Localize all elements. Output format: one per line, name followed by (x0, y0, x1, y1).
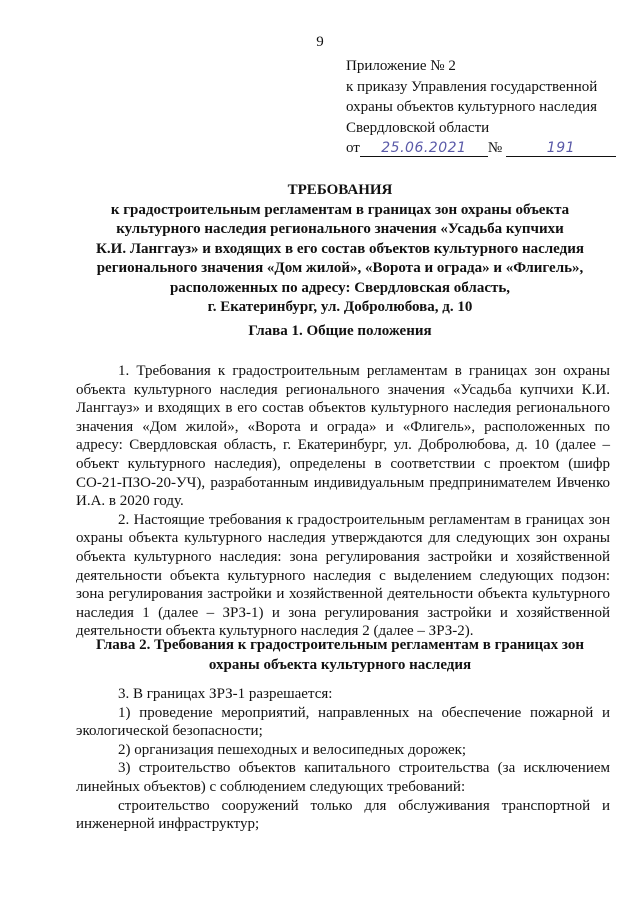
chapter-2-heading-line-1: Глава 2. Требования к градостроительным регламентам в границах зон (95, 637, 585, 653)
title-line-7: г. Екатеринбург, ул. Добролюбова, д. 10 (207, 299, 473, 315)
appendix-line-4: Свердловской области (346, 119, 490, 136)
paragraph-6: 3) строительство объектов капитального строительства (за исключением линейных объектов) с соблюдением следующих требований: (76, 760, 610, 795)
chapter-2-heading-line-2: охраны объекта культурного наследия (208, 656, 472, 673)
paragraph-1: 1. Требования к градостроительным регламентам в границах зон охраны объекта культурного наследия регионального значения «Усадьба купчихи К.И. Ланггауз» и входящих в его состав объектов культурного наследия регионального значения «Дом жилой», «Ворота и ограда» и «Флигель», расположенных по адресу: Свердловская область, г. Екатеринбург, ул. Добролюбова, д. 10 (далее – объект культурного наследия), определены в соответствии с проектом (шифр СО-21-ПЗО-20-УЧ), разработанным индивидуальным предпринимателем Ивченко И.А. в 2020 году. (76, 363, 610, 510)
title-line-1: ТРЕБОВАНИЯ (287, 182, 393, 198)
document-title (60, 181, 620, 318)
paragraph-3: 3. В границах ЗРЗ-1 разрешается: (118, 686, 333, 702)
title-line-4: К.И. Ланггауз» и входящих в его состав объектов культурного наследия (96, 240, 584, 257)
handwritten-date: 25.06.2021 (360, 140, 488, 157)
appendix-line-2: к приказу Управления государственной (346, 78, 598, 95)
appendix-line-1: Приложение № 2 (346, 58, 456, 74)
title-line-3: культурного наследия регионального значения «Усадьба купчихи (116, 221, 564, 237)
title-line-5: регионального значения «Дом жилой», «Ворота и ограда» и «Флигель», (96, 260, 584, 276)
number-prefix: № (487, 140, 503, 156)
title-line-2: к градостроительным регламентам в границах зон охраны объекта (110, 201, 570, 218)
appendix-line-3: охраны объектов культурного наследия (346, 99, 598, 115)
paragraph-4: 1) проведение мероприятий, направленных на обеспечение пожарной и экологической безопасности; (76, 704, 610, 740)
page-number: 9 (316, 34, 324, 50)
paragraph-5: 2) организация пешеходных и велосипедных дорожек; (118, 741, 467, 758)
handwritten-number: 191 (506, 140, 616, 157)
chapter-1-heading: Глава 1. Общие положения (248, 323, 432, 339)
chapter-2-heading (60, 636, 620, 675)
appendix-date-line (346, 138, 636, 159)
chapter-1-body (76, 362, 610, 641)
paragraph-7: строительство сооружений только для обслуживания транспортной и инженерной инфраструктур; (76, 797, 610, 833)
date-prefix: от (346, 140, 360, 156)
title-line-6: расположенных по адресу: Свердловская область, (169, 279, 511, 296)
paragraph-2: 2. Настоящие требования к градостроительным регламентам в границах зон охраны объекта культурного наследия утверждаются для следующих зон охраны объекта культурного наследия: зона регулирования застройки и хозяйственной деятельности объекта культурного наследия с выделением следующих подзон: зона регулирования застройки и хозяйственной деятельности объекта культурного наследия 1 (далее – ЗРЗ-1) и зона регулирования застройки и хозяйственной деятельности объекта культурного наследия 2 (далее – ЗРЗ-2). (76, 511, 610, 640)
appendix-block (346, 56, 636, 159)
chapter-2-body (76, 685, 610, 834)
